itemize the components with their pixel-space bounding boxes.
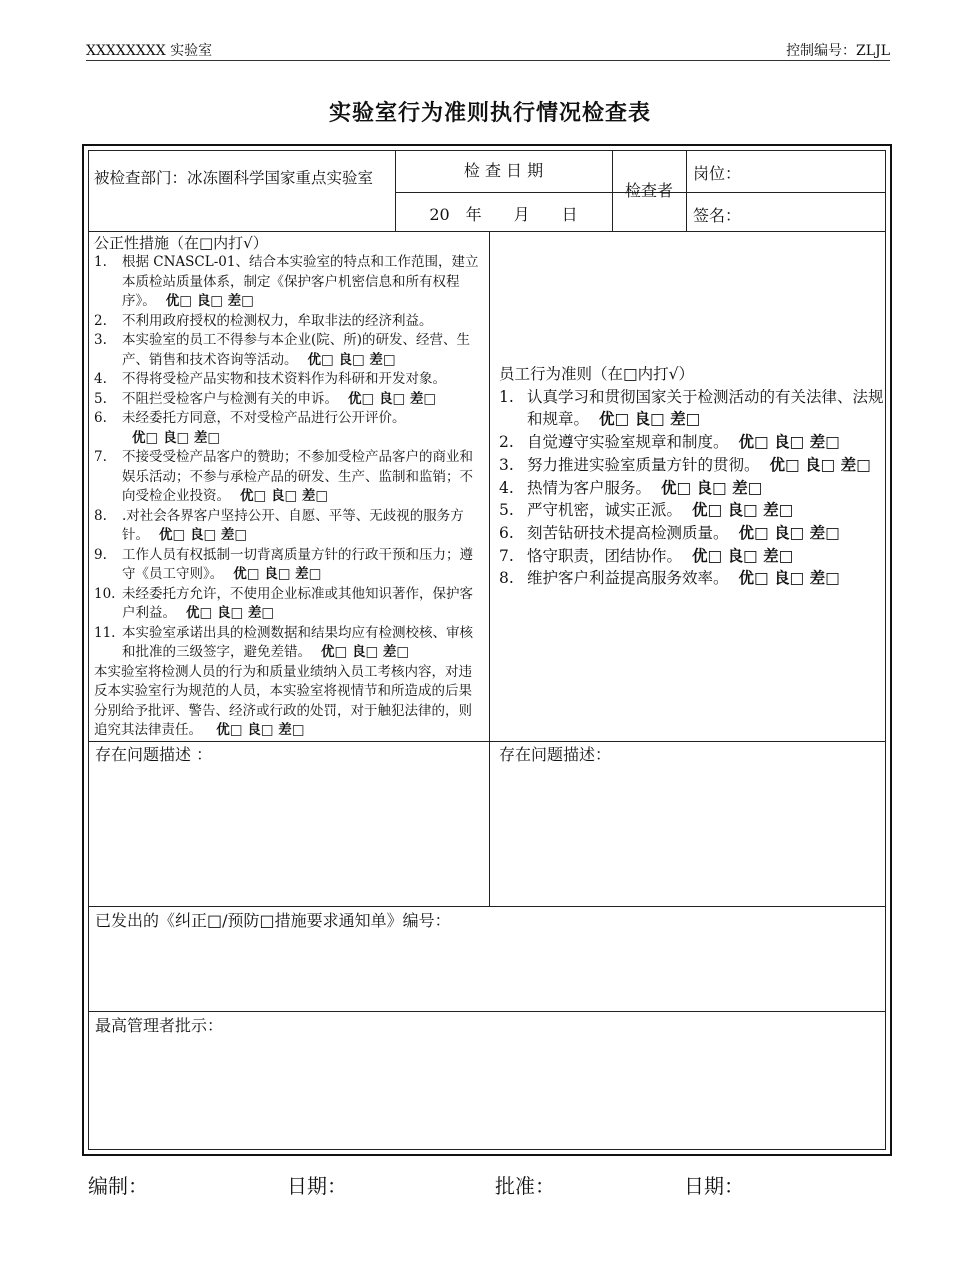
rating-checkboxes[interactable]: 优□ 良□ 差□ xyxy=(738,568,840,588)
impartiality-item xyxy=(94,253,484,312)
rating-checkboxes[interactable]: 优□ 良□ 差□ xyxy=(769,454,871,474)
impartiality-item xyxy=(94,370,484,390)
inspected-department: 被检查部门：冰冻圈科学国家重点实验室 xyxy=(94,169,374,187)
item-number: 8. xyxy=(499,569,514,588)
signature-field[interactable]: 签名： xyxy=(693,206,742,225)
post-field[interactable]: 岗位： xyxy=(693,164,742,183)
item-number: 2. xyxy=(94,312,107,329)
item-text: 严守机密，诚实正派。 xyxy=(527,501,683,520)
item-text: 不得将受检产品实物和技术资料作为科研和开发对象。 xyxy=(122,371,446,387)
footer-date-2[interactable]: 日期： xyxy=(684,1174,744,1198)
item-text: 不利用政府授权的检测权力，牟取非法的经济利益。 xyxy=(122,312,433,329)
item-text: 认真学习和贯彻国家关于检测活动的有关法律、法规和规章。 xyxy=(527,387,884,429)
rating-checkboxes[interactable]: 优□ 良□ 差□ xyxy=(738,432,840,452)
impartiality-section xyxy=(94,233,484,741)
item-number: 10. xyxy=(94,585,116,602)
rating-checkboxes[interactable]: 优□ 良□ 差□ xyxy=(348,390,437,407)
item-text: 未经委托方同意，不对受检产品进行公开评价。 xyxy=(122,410,406,426)
rating-checkboxes[interactable]: 优□ 良□ 差□ xyxy=(132,429,221,446)
inspection-date-value[interactable]: 20 年 月 日 xyxy=(429,205,578,224)
conduct-item xyxy=(499,545,891,568)
control-number: 控制编号：ZLJL xyxy=(786,43,890,59)
closing-rating[interactable]: 优□ 良□ 差□ xyxy=(216,722,305,738)
rating-checkboxes[interactable]: 优□ 良□ 差□ xyxy=(738,522,840,542)
item-number: 1. xyxy=(94,254,107,270)
item-number: 5. xyxy=(94,390,107,407)
item-number: 2. xyxy=(499,433,514,452)
impartiality-heading: 公正性措施（在□内打√） xyxy=(94,234,268,252)
conduct-list xyxy=(499,386,891,590)
page-title: 实验室行为准则执行情况检查表 xyxy=(328,101,651,126)
row-divider xyxy=(89,1011,885,1012)
page-header xyxy=(86,38,890,61)
row-divider xyxy=(89,906,885,907)
item-number: 6. xyxy=(94,410,107,426)
problem-description-left[interactable]: 存在问题描述 ： xyxy=(95,745,213,764)
row-divider xyxy=(89,231,885,232)
conduct-heading: 员工行为准则（在□内打√） xyxy=(499,365,695,383)
item-text: 刻苦钻研技术提高检测质量。 xyxy=(527,523,729,542)
conduct-item xyxy=(499,454,891,477)
impartiality-item xyxy=(94,585,484,624)
item-number: 8. xyxy=(94,507,107,524)
item-text: 热情为客户服务。 xyxy=(527,478,652,497)
item-number: 1. xyxy=(499,387,514,406)
col-divider xyxy=(686,151,687,231)
notice-number-field[interactable]: 已发出的《纠正□/预防□措施要求通知单》编号： xyxy=(95,911,451,930)
item-text: 恪守职责，团结协作。 xyxy=(527,546,683,565)
item-text: 工作人员有权抵制一切背离质量方针的行政干预和压力；遵守《员工守则》。 xyxy=(122,546,473,582)
rating-checkboxes[interactable]: 优□ 良□ 差□ xyxy=(692,500,794,520)
item-number: 11. xyxy=(94,624,116,641)
item-text: 自觉遵守实验室规章和制度。 xyxy=(527,433,729,452)
item-number: 9. xyxy=(94,546,107,563)
item-number: 4. xyxy=(94,371,107,387)
footer-compiled[interactable]: 编制： xyxy=(88,1174,148,1198)
inspection-date-label: 检 查 日 期 xyxy=(463,161,544,180)
item-text: 努力推进实验室质量方针的贯彻。 xyxy=(527,455,760,474)
item-text: .对社会各界客户坚持公开、自愿、平等、无歧视的服务方针。 xyxy=(122,507,464,543)
item-number: 5. xyxy=(499,501,514,520)
item-text: 本实验室的员工不得参与本企业(院、所)的研发、经营、生产、销售和技术咨询等活动。 xyxy=(122,332,471,368)
impartiality-item xyxy=(94,448,484,507)
item-number: 7. xyxy=(94,449,107,465)
rating-checkboxes[interactable]: 优□ 良□ 差□ xyxy=(186,605,275,621)
rating-checkboxes[interactable]: 优□ 良□ 差□ xyxy=(661,477,763,497)
item-text: 本实验室承诺出具的检测数据和结果均应有检测校核、审核和批准的三级签字，避免差错。 xyxy=(122,624,473,660)
rating-checkboxes[interactable]: 优□ 良□ 差□ xyxy=(233,566,322,582)
conduct-item xyxy=(499,567,891,590)
problem-description-right[interactable]: 存在问题描述： xyxy=(499,745,612,764)
item-number: 3. xyxy=(94,332,107,348)
item-text: 不阻拦受检客户与检测有关的申诉。 xyxy=(122,390,338,407)
conduct-item xyxy=(499,431,891,454)
item-number: 7. xyxy=(499,546,514,565)
item-text: 不接受受检产品客户的赞助；不参加受检产品客户的商业和娱乐活动；不参与承检产品的研发、生产、监制和监销；不向受检企业投资。 xyxy=(122,449,473,504)
conduct-section xyxy=(499,363,891,590)
impartiality-item xyxy=(94,390,484,410)
rating-checkboxes[interactable]: 优□ 良□ 差□ xyxy=(240,488,329,504)
rating-checkboxes[interactable]: 优□ 良□ 差□ xyxy=(165,293,254,309)
inspector-label: 检查者 xyxy=(624,181,673,200)
top-management-instruction[interactable]: 最高管理者批示： xyxy=(95,1016,224,1035)
item-text: 未经委托方允许，不使用企业标准或其他知识著作，保护客户利益。 xyxy=(122,585,473,621)
impartiality-closing: 本实验室将检测人员的行为和质量业绩纳入员工考核内容，对违反本实验室行为规范的人员，本实验室将视情节和所造成的后果分别给予批评、警告、经济或行政的处罚，对于触犯法律的，则追究其法律责任。 优□ 良□ 差□ xyxy=(94,663,472,738)
item-text: 根据 CNASCL-01、结合本实验室的特点和工作范围，建立本质检站质量体系，制定《保护客户机密信息和所有权程序》。 xyxy=(122,254,479,309)
rating-checkboxes[interactable]: 优□ 良□ 差□ xyxy=(321,644,410,660)
lab-name: XXXXXXXX 实验室 xyxy=(86,43,213,59)
col-divider xyxy=(489,231,490,906)
row-divider xyxy=(89,741,885,742)
item-number: 6. xyxy=(499,523,514,542)
impartiality-item xyxy=(94,624,484,663)
impartiality-list xyxy=(94,253,484,663)
checklist-table xyxy=(82,144,892,1156)
rating-checkboxes[interactable]: 优□ 良□ 差□ xyxy=(692,545,794,565)
footer-approved[interactable]: 批准： xyxy=(495,1174,555,1198)
impartiality-item xyxy=(94,331,484,370)
impartiality-item xyxy=(94,409,484,448)
impartiality-item xyxy=(94,507,484,546)
conduct-item xyxy=(499,499,891,522)
impartiality-item xyxy=(94,312,484,332)
rating-checkboxes[interactable]: 优□ 良□ 差□ xyxy=(307,351,396,368)
rating-checkboxes[interactable]: 优□ 良□ 差□ xyxy=(159,527,248,543)
conduct-item xyxy=(499,522,891,545)
footer-date-1[interactable]: 日期： xyxy=(287,1174,347,1198)
impartiality-item xyxy=(94,546,484,585)
conduct-item xyxy=(499,386,891,431)
item-number: 3. xyxy=(499,455,514,474)
conduct-item xyxy=(499,477,891,500)
item-number: 4. xyxy=(499,478,514,497)
rating-checkboxes[interactable]: 优□ 良□ 差□ xyxy=(599,409,701,429)
item-text: 维护客户利益提高服务效率。 xyxy=(527,569,729,588)
